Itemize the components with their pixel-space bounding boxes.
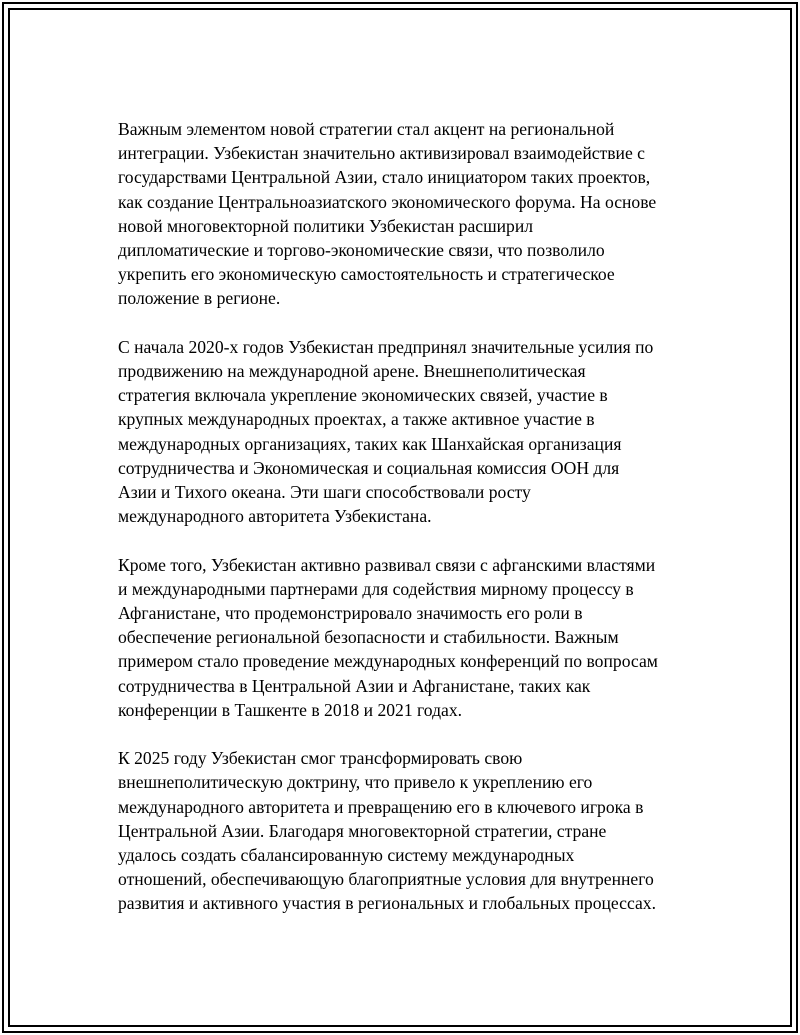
text-line: внешнеполитическую доктрину, что привело к укреплению его [118, 772, 593, 793]
paragraph-4 [118, 746, 690, 915]
text-line: международного авторитета Узбекистана. [118, 506, 432, 527]
paragraph-3 [118, 553, 690, 722]
text-line: укрепить его экономическую самостоятельность и стратегическое [118, 264, 615, 285]
text-line: примером стало проведение международных конференций по вопросам [118, 651, 658, 672]
text-line: удалось создать сбалансированную систему международных [118, 845, 575, 866]
text-line: сотрудничества и Экономическая и социальная комиссия ООН для [118, 457, 620, 478]
text-line: продвижению на международной арене. Внешнеполитическая [118, 361, 586, 382]
text-line: К 2025 году Узбекистан смог трансформировать свою [118, 748, 523, 769]
text-line: крупных международных проектах, а также активное участие в [118, 409, 595, 430]
paragraph-1 [118, 117, 690, 311]
text-line: Афганистане, что продемонстрировало значимость его роли в [118, 603, 583, 624]
text-line: отношений, обеспечивающую благоприятные условия для внутреннего [118, 869, 654, 890]
text-line: развития и активного участия в региональных и глобальных процессах. [118, 893, 656, 914]
text-line: Важным элементом новой стратегии стал акцент на региональной [118, 119, 615, 139]
text-line: новой многовекторной политики Узбекистан расширил [118, 215, 534, 236]
text-line: Кроме того, Узбекистан активно развивал связи с афганскими властями [118, 554, 656, 575]
text-line: государствами Центральной Азии, стало инициатором таких проектов, [118, 167, 651, 188]
text-line: Центральной Азии. Благодаря многовекторной стратегии, стране [118, 820, 607, 841]
text-line: стратегия включала укрепление экономических связей, участие в [118, 385, 608, 406]
text-line: как создание Центральноазиатского экономического форума. На основе [118, 191, 657, 212]
paragraph-2 [118, 335, 690, 529]
text-line: конференции в Ташкенте в 2018 и 2021 годах. [118, 699, 463, 720]
text-line: С начала 2020-х годов Узбекистан предпринял значительные усилия по [118, 336, 654, 357]
text-line: положение в регионе. [118, 288, 281, 309]
text-line: международных организациях, таких как Шанхайская организация [118, 433, 622, 454]
text-line: дипломатические и торгово-экономические связи, что позволило [118, 240, 605, 261]
text-line: международного авторитета и превращению его в ключевого игрока в [118, 796, 644, 817]
text-line: Азии и Тихого океана. Эти шаги способствовали росту [118, 482, 531, 503]
document-body [118, 117, 690, 916]
text-line: и международными партнерами для содействия мирному процессу в [118, 578, 634, 599]
text-line: интеграции. Узбекистан значительно активизировал взаимодействие с [118, 143, 645, 164]
text-line: обеспечение региональной безопасности и стабильности. Важным [118, 627, 619, 648]
text-line: сотрудничества в Центральной Азии и Афганистане, таких как [118, 675, 591, 696]
